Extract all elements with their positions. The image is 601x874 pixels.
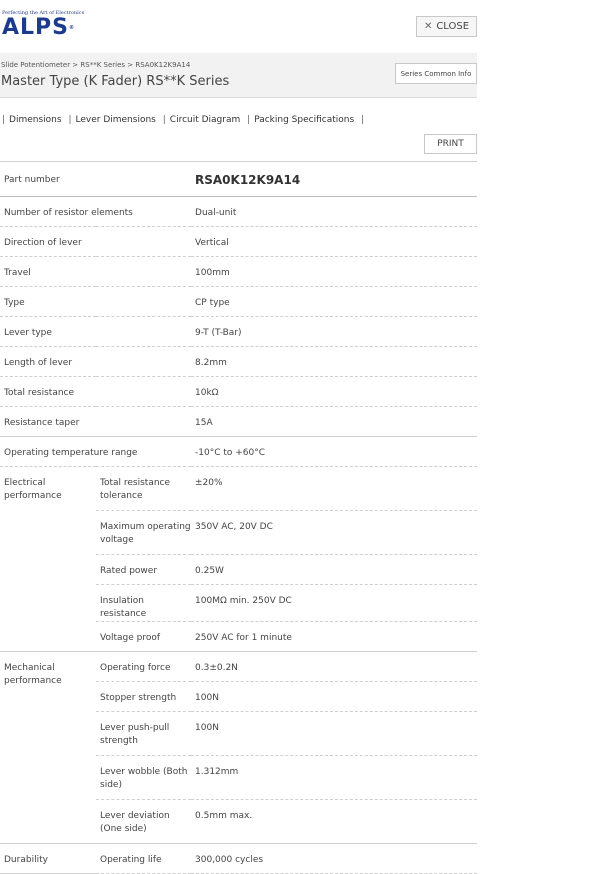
- tab-separator: |: [162, 115, 166, 125]
- logo-tagline: Perfecting the Art of Electronics: [2, 10, 85, 16]
- table-row: [0, 287, 477, 317]
- spec-label: Number of resistor elements: [0, 197, 191, 227]
- spec-label: Operating temperature range: [0, 437, 191, 467]
- spec-value: 1.312mm: [191, 756, 477, 800]
- tab-dimensions[interactable]: Dimensions: [9, 115, 62, 125]
- table-row: [0, 437, 477, 467]
- spec-label: Type: [0, 287, 191, 317]
- spec-sublabel: Lever wobble (Both side): [96, 756, 191, 800]
- spec-sublabel: Voltage proof: [96, 622, 191, 652]
- spec-value: 350V AC, 20V DC: [191, 511, 477, 555]
- tab-separator: |: [361, 115, 365, 125]
- title-bar: [0, 53, 477, 98]
- header: [0, 0, 601, 52]
- spec-value: -10°C to +60°C: [191, 437, 477, 467]
- table-row: [0, 197, 477, 227]
- tab-packing-specifications[interactable]: Packing Specifications: [254, 115, 355, 125]
- table-row: [0, 162, 477, 197]
- page-title: Master Type (K Fader) RS**K Series: [1, 74, 230, 89]
- spec-value: Dual-unit: [191, 197, 477, 227]
- spec-sublabel: Operating force: [96, 652, 191, 682]
- spec-value: 8.2mm: [191, 347, 477, 377]
- spec-value: 15A: [191, 407, 477, 437]
- tab-separator: |: [68, 115, 72, 125]
- close-button[interactable]: [416, 16, 477, 37]
- spec-sublabel: Stopper strength: [96, 682, 191, 712]
- table-row: [0, 844, 477, 874]
- spec-value: 0.25W: [191, 555, 477, 585]
- close-icon: ✕: [423, 21, 433, 32]
- spec-label: Total resistance: [0, 377, 191, 407]
- spec-label: Travel: [0, 257, 191, 287]
- tab-separator: |: [2, 115, 6, 125]
- spec-value: 100mm: [191, 257, 477, 287]
- table-row: [0, 652, 477, 682]
- spec-value: CP type: [191, 287, 477, 317]
- spec-value: 9-T (T-Bar): [191, 317, 477, 347]
- print-button[interactable]: PRINT: [424, 134, 477, 154]
- logo-wordmark: ALPS®: [2, 15, 75, 40]
- spec-value: 100MΩ min. 250V DC: [191, 585, 477, 622]
- spec-label: Resistance taper: [0, 407, 191, 437]
- group-label-mechanical: Mechanical performance: [0, 652, 96, 844]
- spec-sublabel: Insulation resistance: [96, 585, 191, 622]
- tab-circuit-diagram[interactable]: Circuit Diagram: [169, 115, 241, 125]
- spec-value: 250V AC for 1 minute: [191, 622, 477, 652]
- tab-lever-dimensions[interactable]: Lever Dimensions: [75, 115, 156, 125]
- table-row: [0, 467, 477, 511]
- spec-sublabel: Rated power: [96, 555, 191, 585]
- spec-value: 100N: [191, 712, 477, 756]
- spec-label: Direction of lever: [0, 227, 191, 257]
- series-common-info-button[interactable]: Series Common Info: [395, 63, 477, 84]
- spec-value: 10kΩ: [191, 377, 477, 407]
- part-number-label: Part number: [0, 162, 191, 197]
- spec-label: Length of lever: [0, 347, 191, 377]
- part-number-value: RSA0K12K9A14: [191, 162, 477, 197]
- table-row: [0, 257, 477, 287]
- breadcrumb[interactable]: Slide Potentiometer > RS**K Series > RSA0K12K9A14: [1, 61, 191, 69]
- spec-value: 100N: [191, 682, 477, 712]
- spec-table: [0, 161, 477, 874]
- alps-logo[interactable]: [2, 10, 84, 39]
- spec-value: ±20%: [191, 467, 477, 511]
- spec-label: Lever type: [0, 317, 191, 347]
- table-row: [0, 407, 477, 437]
- spec-sublabel: Operating life: [96, 844, 191, 874]
- section-tabs: [2, 115, 368, 125]
- spec-value: 300,000 cycles: [191, 844, 477, 874]
- table-row: [0, 317, 477, 347]
- spec-sublabel: Lever deviation (One side): [96, 800, 191, 844]
- spec-value: 0.5mm max.: [191, 800, 477, 844]
- table-row: [0, 377, 477, 407]
- spec-value: 0.3±0.2N: [191, 652, 477, 682]
- spec-sublabel: Maximum operating voltage: [96, 511, 191, 555]
- spec-value: Vertical: [191, 227, 477, 257]
- close-label: CLOSE: [436, 21, 470, 32]
- tab-separator: |: [247, 115, 251, 125]
- group-label-durability: Durability: [0, 844, 96, 874]
- group-label-electrical: Electrical performance: [0, 467, 96, 652]
- table-row: [0, 227, 477, 257]
- spec-sublabel: Total resistance tolerance: [96, 467, 191, 511]
- table-row: [0, 347, 477, 377]
- spec-sublabel: Lever push-pull strength: [96, 712, 191, 756]
